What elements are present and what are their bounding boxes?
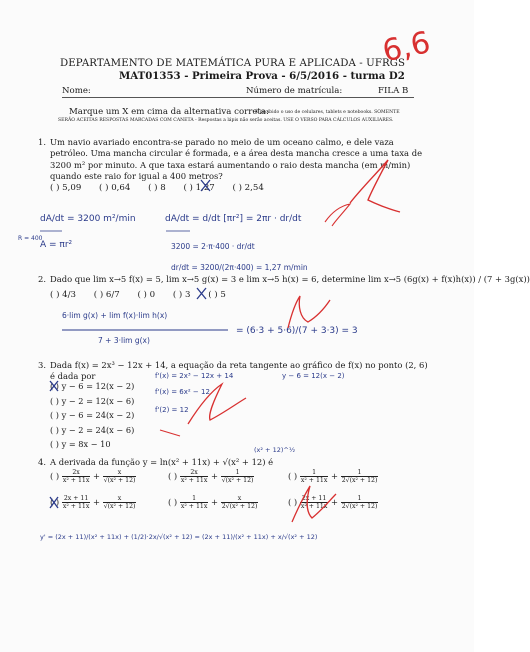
instructions-note: É proibido o uso de celulares, tablets e notebooks. SOMENTE bbox=[255, 110, 400, 115]
q4-red-mark bbox=[292, 486, 336, 522]
q4-option-a[interactable]: ( ) $\frac{2x}{\text{x² + 11x}}$ + $\frac{x}{\text{√(x² + 12)}}$ bbox=[50, 469, 136, 484]
q4-answer-x bbox=[50, 497, 58, 508]
matricula-label: Número de matrícula: bbox=[246, 86, 343, 96]
question-1-text: Um navio avariado encontra-se parado no meio de um oceano calmo, e dele vaza petróleo. Uma mancha circular é formada, e a área desta mancha cresce a uma taxa de 3200 m² por minuto. A que taxa estará aumentando o raio desta mancha (em m/min) quando este raio for igual a 400 metros? bbox=[50, 137, 423, 181]
svg-text:y − 6 = 12(x − 2): y − 6 = 12(x − 2) bbox=[282, 372, 345, 380]
question-4-number: 4. bbox=[38, 457, 46, 467]
q2-work bbox=[62, 311, 358, 345]
q1-answer-x bbox=[201, 180, 210, 191]
q4-option-b[interactable]: ( ) $\frac{2x}{\text{x² + 11x}}$ + $\frac{1}{\text{√(x² + 12)}}$ bbox=[168, 469, 254, 484]
question-3-text: Dada f(x) = 2x³ − 12x + 14, a equação da reta tangente ao gráfico de f(x) no ponto (2, 6) é dada por bbox=[50, 360, 428, 382]
q1-option-a[interactable]: ( ) 5,09 bbox=[50, 183, 82, 193]
svg-text:f'(x) = 6x² − 12: f'(x) = 6x² − 12 bbox=[155, 388, 210, 396]
q1-red-accent bbox=[325, 204, 350, 226]
q1-work bbox=[18, 214, 308, 272]
svg-text:f'(2) = 12: f'(2) = 12 bbox=[155, 406, 189, 414]
question-3-number: 3. bbox=[38, 360, 46, 370]
svg-text:dA/dt = d/dt [πr²] = 2πr · dr/: dA/dt = d/dt [πr²] = 2πr · dr/dt bbox=[165, 214, 302, 224]
q3-option-c[interactable]: ( ) y − 6 = 24(x − 2) bbox=[50, 410, 135, 421]
department-title: DEPARTAMENTO DE MATEMÁTICA PURA E APLICADA - UFRGS bbox=[60, 58, 406, 69]
q3-option-e[interactable]: ( ) y = 8x − 10 bbox=[50, 439, 111, 450]
q1-option-b[interactable]: ( ) 0,64 bbox=[99, 183, 131, 193]
question-2-number: 2. bbox=[38, 274, 46, 284]
svg-text:R = 400: R = 400 bbox=[18, 235, 43, 242]
q4-option-d[interactable]: ( ) $\frac{2x + 11}{\text{x² + 11x}}$ + $\frac{x}{\text{√(x² + 12)}}$ bbox=[50, 495, 136, 510]
instructions-note-line2: SERÃO ACEITAS RESPOSTAS MARCADAS COM CANETA - Respostas a lápis não serão aceitas. USE O VERSO PARA CÁLCULOS AUXILIARES. bbox=[58, 118, 394, 123]
svg-text:y' = (2x + 11)/(x² + 11x) + (1: y' = (2x + 11)/(x² + 11x) + (1/2)·2x/√(x² + 12) = (2x + 11)/(x² + 11x) + x/√(x² + 12) bbox=[40, 533, 318, 541]
q4-margin-note: (x² + 12)^½ bbox=[254, 446, 296, 454]
q3-option-a[interactable]: ( ) y − 6 = 12(x − 2) bbox=[50, 381, 135, 391]
q2-red-mark bbox=[288, 296, 330, 328]
svg-text:6·lim g(x) + lim f(x)·lim h(x): 6·lim g(x) + lim f(x)·lim h(x) bbox=[62, 311, 168, 320]
q3-answer-x bbox=[50, 381, 58, 391]
q2-option-e[interactable]: ( ) 5 bbox=[208, 290, 226, 300]
fila-label: FILA B bbox=[378, 86, 409, 96]
q1-option-e[interactable]: ( ) 2,54 bbox=[232, 183, 264, 193]
instructions-main: Marque um X em cima da alternativa correta: bbox=[69, 107, 269, 117]
question-4-text: A derivada da função y = ln(x² + 11x) + √(x² + 12) é bbox=[50, 457, 274, 467]
q3-option-d[interactable]: ( ) y − 2 = 24(x − 6) bbox=[50, 424, 135, 435]
svg-text:dA/dt = 3200 m²/min: dA/dt = 3200 m²/min bbox=[40, 214, 136, 224]
question-1-number: 1. bbox=[38, 137, 46, 147]
svg-text:A = πr²: A = πr² bbox=[40, 240, 73, 250]
q1-option-c[interactable]: ( ) 8 bbox=[148, 183, 166, 193]
q4-option-c[interactable]: ( ) $\frac{1}{\text{x² + 11x}}$ + $\frac{1}{\text{2√(x² + 12)}}$ bbox=[288, 469, 378, 484]
q2-option-b[interactable]: ( ) 6/7 bbox=[93, 290, 120, 300]
q1-red-mark bbox=[350, 160, 400, 212]
q2-option-d[interactable]: ( ) 3 bbox=[172, 290, 191, 300]
q4-work bbox=[40, 533, 317, 541]
q2-answer-x bbox=[197, 288, 206, 299]
q4-option-f[interactable]: ( ) $\frac{2x + 11}{\text{x² + 11x}}$ + $\frac{1}{\text{2√(x² + 12)}}$ bbox=[288, 495, 378, 510]
q3-option-b[interactable]: ( ) y − 2 = 12(x − 6) bbox=[50, 395, 135, 406]
grade-mark: 6,6 bbox=[379, 25, 434, 70]
q1-option-d[interactable]: ( ) 1,27 bbox=[183, 183, 215, 193]
q2-option-c[interactable]: ( ) 0 bbox=[137, 290, 156, 300]
exam-title: MAT01353 - Primeira Prova - 6/5/2016 - turma D2 bbox=[119, 70, 405, 82]
q4-option-e[interactable]: ( ) $\frac{1}{\text{x² + 11x}}$ + $\frac{x}{\text{2√(x² + 12)}}$ bbox=[168, 495, 258, 510]
name-label: Nome: bbox=[62, 86, 91, 96]
svg-text:dr/dt = 3200/(2π·400) = 1,27 m: dr/dt = 3200/(2π·400) = 1,27 m/min bbox=[171, 263, 308, 272]
svg-text:= (6·3 + 5·6)/(7 + 3·3) = 3: = (6·3 + 5·6)/(7 + 3·3) = 3 bbox=[236, 326, 358, 336]
svg-text:7 + 3·lim g(x): 7 + 3·lim g(x) bbox=[98, 336, 150, 345]
question-2-text: Dado que lim x→5 f(x) = 5, lim x→5 g(x) = 3 e lim x→5 h(x) = 6, determine lim x→5 (6g(x) + f(x)h(x)) / (7 + 3g(x)) bbox=[50, 274, 530, 284]
q3-work bbox=[155, 372, 345, 414]
svg-text:3200 = 2·π·400 · dr/dt: 3200 = 2·π·400 · dr/dt bbox=[171, 242, 255, 251]
q2-option-a[interactable]: ( ) 4/3 bbox=[50, 290, 76, 300]
svg-text:f'(x) = 2x³ − 12x + 14: f'(x) = 2x³ − 12x + 14 bbox=[155, 372, 234, 380]
